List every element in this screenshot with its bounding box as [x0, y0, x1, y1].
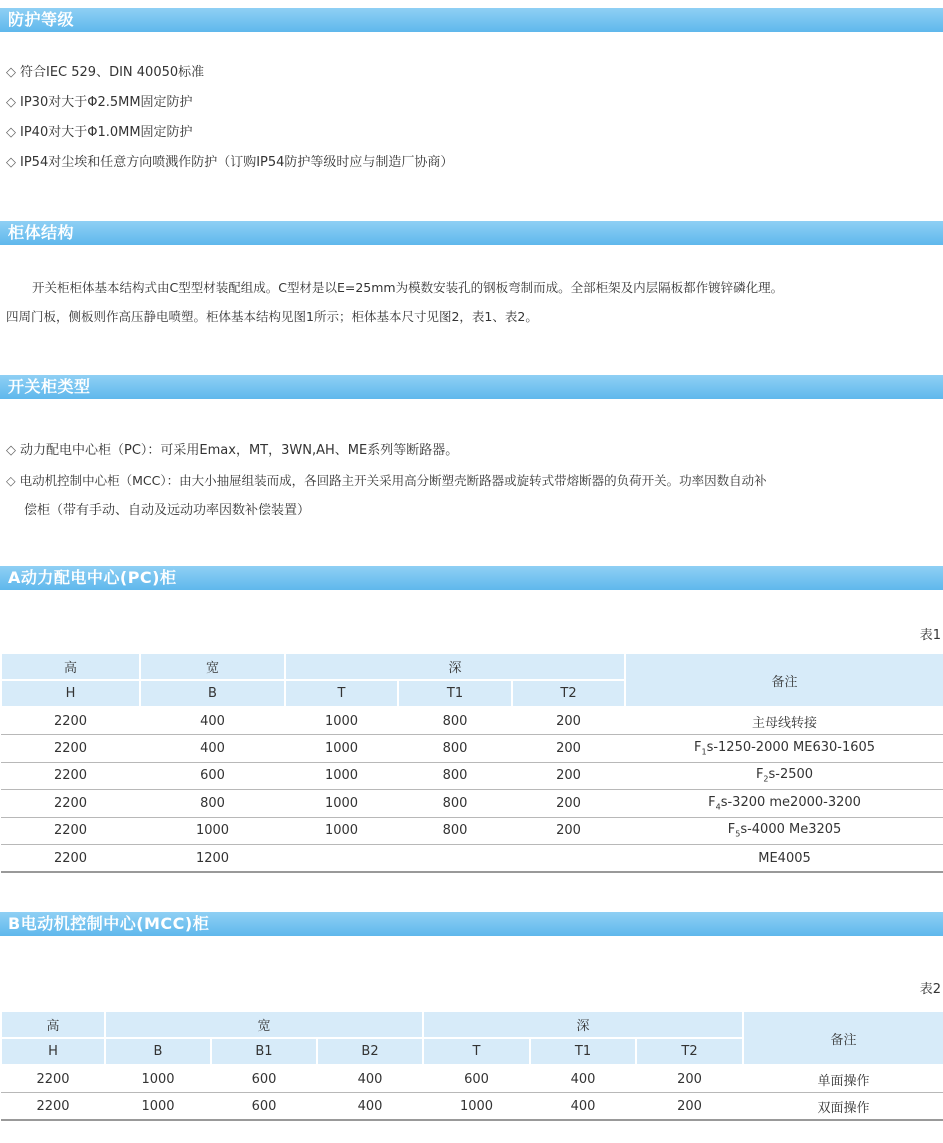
table2 [0, 1010, 943, 1121]
table1-header-B: B [140, 680, 285, 707]
diamond-bullet-icon: ◇ [6, 155, 16, 170]
table-row: 2200 800 1000 800 200 $F_4s-3200$ me2000-3200 [1, 790, 943, 818]
table-row: 2200 400 1000 800 200 $F_1s-1250-2000$ ME630-1605 [1, 735, 943, 763]
table1-header-height: 高 [1, 653, 140, 680]
table1-header-T: T [285, 680, 398, 707]
table1-header-depth: 深 [285, 653, 625, 680]
diamond-bullet-icon: ◇ [6, 473, 16, 488]
table-row: 2200 600 1000 800 200 $F_2s-2500$ [1, 762, 943, 790]
section-title-types: 开关柜类型 [0, 375, 943, 399]
table-row: 2200 1000 1000 800 200 $F_5s-4000$ Me3205 [1, 817, 943, 845]
diamond-bullet-icon: ◇ [6, 95, 16, 110]
table2-header-width: 宽 [105, 1011, 423, 1038]
table-row: 2200 1000 600 400 1000 400 200 双面操作 [1, 1093, 943, 1121]
table2-header-B2: B2 [317, 1038, 423, 1065]
protection-item: ◇ 符合IEC 529、DIN 40050标准 [6, 65, 205, 80]
type-item-mcc: ◇ 电动机控制中心柜（MCC）：由大小抽屉组装而成，各回路主开关采用高分断塑壳断路器或旋转式带熔断器的负荷开关。功率因数自动补 [6, 473, 767, 488]
table2-header-remark: 备注 [743, 1011, 943, 1065]
table1-header-T1: T1 [398, 680, 512, 707]
protection-item: ◇ IP30对大于Φ2.5MM固定防护 [6, 95, 193, 110]
table2-header-depth: 深 [423, 1011, 743, 1038]
section-title-mcc: B电动机控制中心(MCC)柜 [0, 912, 943, 936]
table2-header-T: T [423, 1038, 530, 1065]
table1-header-width: 宽 [140, 653, 285, 680]
structure-paragraph-line2: 四周门板，侧板则作高压静电喷塑。柜体基本结构见图1所示；柜体基本尺寸见图2，表1、表2。 [6, 309, 538, 324]
table-row: 2200 1000 600 400 600 400 200 单面操作 [1, 1065, 943, 1093]
table-row: 2200 400 1000 800 200 主母线转接 [1, 707, 943, 735]
table2-header-H: H [1, 1038, 105, 1065]
section-title-pc: A动力配电中心(PC)柜 [0, 566, 943, 590]
diamond-bullet-icon: ◇ [6, 443, 16, 458]
type-item-mcc-continued: 偿柜（带有手动、自动及远动功率因数补偿装置） [24, 503, 311, 518]
type-item-pc: ◇ 动力配电中心柜（PC）：可采用Emax，MT，3WN,AH、ME系列等断路器。 [6, 443, 459, 458]
section-title-structure: 柜体结构 [0, 221, 943, 245]
table1-header-T2: T2 [512, 680, 625, 707]
protection-item: ◇ IP40对大于Φ1.0MM固定防护 [6, 125, 193, 140]
protection-item: ◇ IP54对尘埃和任意方向喷溅作防护（订购IP54防护等级时应与制造厂协商） [6, 155, 454, 170]
table2-header-B: B [105, 1038, 211, 1065]
table2-caption: 表2 [919, 982, 941, 997]
structure-paragraph-line1: 开关柜柜体基本结构式由C型型材装配组成。C型材是以E=25mm为模数安装孔的钢板弯制而成。全部柜架及内层隔板都作镀锌磷化理。 [32, 280, 784, 295]
diamond-bullet-icon: ◇ [6, 125, 16, 140]
table1-header-H: H [1, 680, 140, 707]
table-row: 2200 1200 ME4005 [1, 845, 943, 873]
section-title-protection: 防护等级 [0, 8, 943, 32]
table2-header-T1: T1 [530, 1038, 636, 1065]
table2-header-T2: T2 [636, 1038, 743, 1065]
table2-header-B1: B1 [211, 1038, 317, 1065]
table2-header-height: 高 [1, 1011, 105, 1038]
table1 [0, 652, 943, 873]
table1-caption: 表1 [919, 628, 941, 643]
diamond-bullet-icon: ◇ [6, 65, 16, 80]
table1-header-remark: 备注 [625, 653, 943, 707]
